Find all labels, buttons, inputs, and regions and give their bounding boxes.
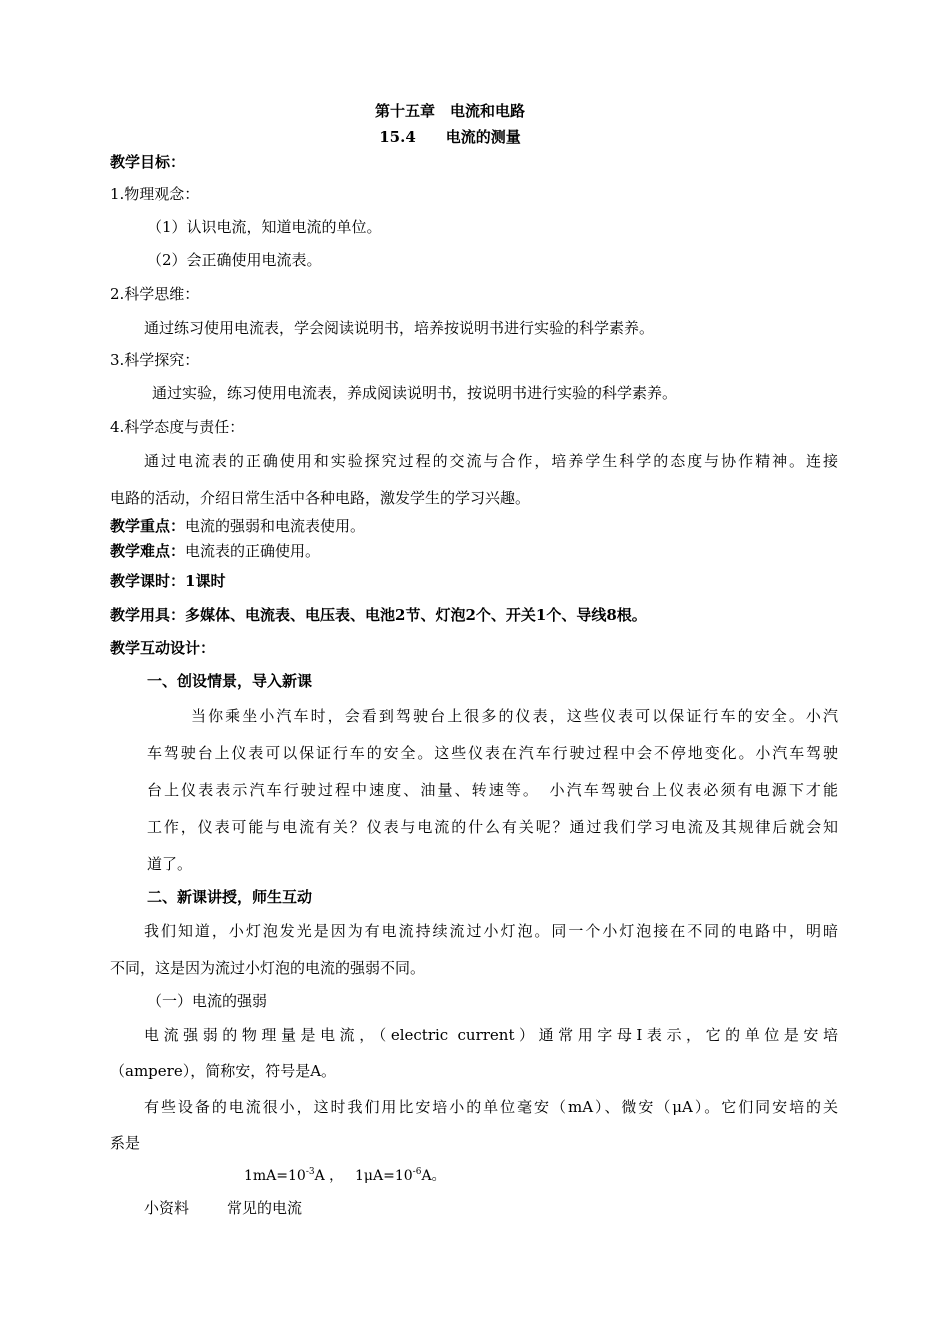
section-title: 15.4 电流的测量 xyxy=(379,128,521,146)
objective-1-line-2: （2）会正确使用电流表。 xyxy=(147,251,322,269)
subsection-1-line-2: （ampere），简称安，符号是A。 xyxy=(110,1062,337,1080)
formula-ua-unit: A。 xyxy=(421,1168,446,1184)
resource-title: 常见的电流 xyxy=(227,1199,303,1217)
difficulties-label: 教学难点： xyxy=(110,542,186,560)
formula-ma-exponent: -3 xyxy=(305,1167,315,1177)
key-points-text: 电流的强弱和电流表使用。 xyxy=(185,517,366,535)
objective-1-title: 1.物理观念： xyxy=(110,185,200,203)
key-points xyxy=(110,516,365,536)
formula-ma xyxy=(244,1166,343,1186)
section-1-line-2: 车驾驶台上仪表可以保证行车的安全。这些仪表在汽车行驶过程中会不停地变化。小汽车驾驶 xyxy=(147,744,838,762)
section-1-title: 一、创设情景，导入新课 xyxy=(147,672,313,690)
section-1-line-3: 台上仪表表示汽车行驶过程中速度、油量、转速等。 小汽车驾驶台上仪表必须有电源下才能 xyxy=(147,781,838,799)
teaching-tools: 教学用具：多媒体、电流表、电压表、电池2节、灯泡2个、开关1个、导线8根。 xyxy=(110,606,647,624)
objective-4-line-2: 电路的活动，介绍日常生活中各种电路，激发学生的学习兴趣。 xyxy=(110,489,531,507)
subsection-1-line-1: 电流强弱的物理量是电流，（electric current）通常用字母I表示，它的单位是安培 xyxy=(144,1026,838,1044)
section-2-title: 二、新课讲授，师生互动 xyxy=(147,888,313,906)
subsection-1-line-3: 有些设备的电流很小，这时我们用比安培小的单位毫安（mA）、微安（μA）。它们同安培的关 xyxy=(144,1098,838,1116)
class-hours: 教学课时：1课时 xyxy=(110,572,226,590)
subsection-1-title: （一）电流的强弱 xyxy=(147,992,268,1010)
objective-4-line-1: 通过电流表的正确使用和实验探究过程的交流与合作，培养学生科学的态度与协作精神。连接 xyxy=(144,452,838,470)
formula-ua-exponent: -6 xyxy=(412,1167,422,1177)
objectives-heading: 教学目标： xyxy=(110,153,186,171)
difficulties xyxy=(110,541,320,561)
section-2-intro-line-1: 我们知道，小灯泡发光是因为有电流持续流过小灯泡。同一个小灯泡接在不同的电路中，明暗 xyxy=(144,922,838,940)
section-1-line-1: 当你乘坐小汽车时，会看到驾驶台上很多的仪表，这些仪表可以保证行车的安全。小汽 xyxy=(191,707,838,725)
section-1-line-5: 道了。 xyxy=(147,855,193,873)
objective-2-line-1: 通过练习使用电流表，学会阅读说明书，培养按说明书进行实验的科学素养。 xyxy=(144,319,655,337)
subsection-1-line-4: 系是 xyxy=(110,1134,141,1152)
objective-3-line-1: 通过实验，练习使用电流表，养成阅读说明书，按说明书进行实验的科学素养。 xyxy=(152,384,678,402)
objective-4-title: 4.科学态度与责任： xyxy=(110,418,245,436)
key-points-label: 教学重点： xyxy=(110,517,186,535)
section-1-line-4: 工作，仪表可能与电流有关？仪表与电流的什么有关呢？通过我们学习电流及其规律后就会知 xyxy=(147,818,838,836)
resource-label: 小资料 xyxy=(144,1199,190,1217)
objective-2-title: 2.科学思维： xyxy=(110,285,200,303)
objective-3-title: 3.科学探究： xyxy=(110,351,200,369)
formula-ua-base: 1μA=10 xyxy=(355,1168,413,1184)
design-heading: 教学互动设计： xyxy=(110,639,216,657)
formula-ma-unit: A ， xyxy=(314,1168,344,1184)
formula-ma-base: 1mA=10 xyxy=(244,1168,306,1184)
chapter-title: 第十五章 电流和电路 xyxy=(374,102,525,120)
difficulties-text: 电流表的正确使用。 xyxy=(185,542,321,560)
formula-ua xyxy=(355,1166,446,1186)
objective-1-line-1: （1）认识电流，知道电流的单位。 xyxy=(147,218,382,236)
section-2-intro-line-2: 不同，这是因为流过小灯泡的电流的强弱不同。 xyxy=(110,959,426,977)
